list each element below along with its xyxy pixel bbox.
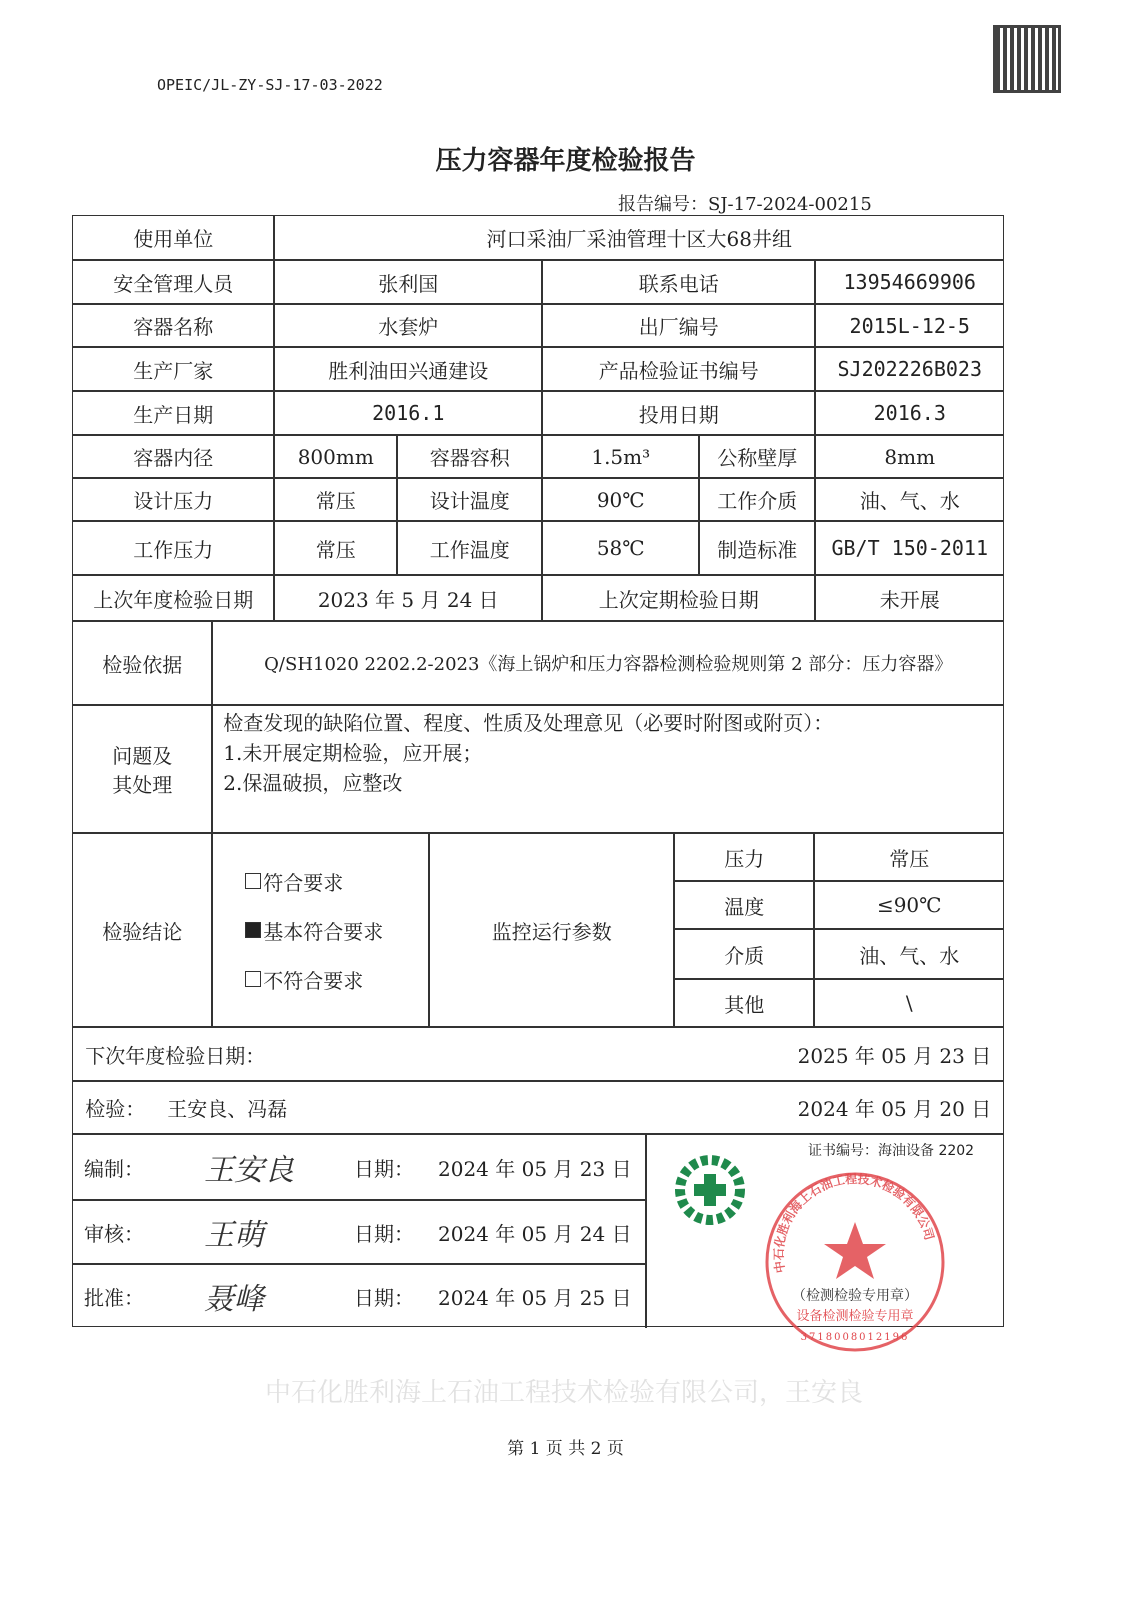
value-next-date: 2025 年 05 月 23 日 <box>797 1043 992 1068</box>
signoff-row <box>84 1135 644 1199</box>
value-cert-no: SJ202226B023 <box>815 347 1004 391</box>
param-value: 常压 <box>814 833 1004 881</box>
checkbox-icon[interactable] <box>245 922 261 938</box>
label-next-date: 下次年度检验日期： <box>85 1043 266 1068</box>
signoff-label: 批准： <box>84 1285 144 1310</box>
option-non-compliant[interactable] <box>245 965 363 994</box>
value-diameter: 800mm <box>274 435 397 478</box>
label-last-annual: 上次年度检验日期 <box>72 575 274 621</box>
label-work-temp: 工作温度 <box>397 521 542 575</box>
value-last-periodic: 未开展 <box>815 575 1004 621</box>
label-issues-2: 其处理 <box>112 773 173 798</box>
label-design-pressure: 设计压力 <box>72 478 274 521</box>
seal-center-text: （检测检验专用章） <box>792 1288 918 1304</box>
value-phone: 13954669906 <box>815 260 1004 304</box>
signoff-date-label: 日期： <box>354 1221 414 1246</box>
next-inspection-row <box>72 1027 1004 1081</box>
label-issues-1: 问题及 <box>112 744 173 769</box>
report-number: 报告编号：SJ-17-2024-00215 <box>618 194 872 215</box>
option-compliant[interactable] <box>245 867 343 896</box>
label-monitor-params: 监控运行参数 <box>429 833 674 1027</box>
label-last-periodic: 上次定期检验日期 <box>542 575 815 621</box>
seal-subtitle: 设备检测检验专用章 <box>796 1309 914 1324</box>
value-standard: GB/T 150-2011 <box>815 521 1004 575</box>
signoff-date: 2024 年 05 月 24 日 <box>438 1221 632 1246</box>
value-wall-thickness: 8mm <box>815 435 1004 478</box>
label-volume: 容器容积 <box>397 435 542 478</box>
safety-emblem-icon <box>672 1150 752 1230</box>
value-medium: 油、气、水 <box>815 478 1004 521</box>
issues-line: 检查发现的缺陷位置、程度、性质及处理意见（必要时附图或附页）： <box>223 711 834 736</box>
seal-ring-text: 中石化胜利海上石油工程技术检验有限公司 <box>771 1171 937 1274</box>
value-in-service-date: 2016.3 <box>815 391 1004 435</box>
watermark: 中石化胜利海上石油工程技术检验有限公司，王安良 <box>265 1378 864 1408</box>
value-user-unit: 河口采油厂采油管理十区大68井组 <box>274 215 1004 260</box>
param-key: 压力 <box>674 833 814 881</box>
label-diameter: 容器内径 <box>72 435 274 478</box>
label-cert-no: 产品检验证书编号 <box>542 347 815 391</box>
seal-number: 3718008012196 <box>800 1332 910 1343</box>
issues-line: 1.未开展定期检验，应开展； <box>223 741 483 766</box>
signoff-label: 审核： <box>84 1221 144 1246</box>
checkbox-icon[interactable] <box>245 873 261 889</box>
signoff-label: 编制： <box>84 1156 144 1181</box>
signoff-date-label: 日期： <box>354 1156 414 1181</box>
param-value: 油、气、水 <box>814 929 1004 979</box>
page-title: 压力容器年度检验报告 <box>435 146 696 176</box>
value-manufacturer: 胜利油田兴通建设 <box>274 347 542 391</box>
signature: 聂峰 <box>204 1282 264 1317</box>
param-key: 温度 <box>674 881 814 929</box>
conclusion-options <box>212 833 429 1027</box>
signoff-date: 2024 年 05 月 25 日 <box>438 1285 632 1310</box>
issues-content <box>212 705 1004 833</box>
label-wall-thickness: 公称壁厚 <box>699 435 815 478</box>
value-design-pressure: 常压 <box>274 478 397 521</box>
value-vessel-name: 水套炉 <box>274 304 542 347</box>
label-conclusion: 检验结论 <box>72 833 212 1027</box>
checkbox-icon[interactable] <box>245 971 261 987</box>
label-inspectors: 检验： <box>85 1097 146 1122</box>
inspectors-row <box>72 1081 1004 1134</box>
value-inspect-date: 2024 年 05 月 20 日 <box>797 1097 992 1122</box>
label-safety-person: 安全管理人员 <box>72 260 274 304</box>
param-value: \ <box>814 979 1004 1027</box>
label-basis: 检验依据 <box>72 621 212 705</box>
label-design-temp: 设计温度 <box>397 478 542 521</box>
certificate-number: 证书编号：海油设备 2202 <box>808 1143 975 1159</box>
value-factory-no: 2015L-12-5 <box>815 304 1004 347</box>
label-manufacturer: 生产厂家 <box>72 347 274 391</box>
label-user-unit: 使用单位 <box>72 215 274 260</box>
label-mfg-date: 生产日期 <box>72 391 274 435</box>
param-key: 介质 <box>674 929 814 979</box>
label-medium: 工作介质 <box>699 478 815 521</box>
param-key: 其他 <box>674 979 814 1027</box>
divider <box>645 1135 647 1328</box>
official-seal <box>760 1162 950 1362</box>
doc-code: OPEIC/JL-ZY-SJ-17-03-2022 <box>157 76 383 94</box>
value-work-pressure: 常压 <box>274 521 397 575</box>
label-work-pressure: 工作压力 <box>72 521 274 575</box>
value-basis: Q/SH1020 2202.2-2023《海上锅炉和压力容器检测检验规则第 2 部分：压力容器》 <box>212 621 1004 705</box>
label-phone: 联系电话 <box>542 260 815 304</box>
option-label: 不符合要求 <box>263 968 364 993</box>
value-safety-person: 张利国 <box>274 260 542 304</box>
value-last-annual: 2023 年 5 月 24 日 <box>274 575 542 621</box>
signature: 王萌 <box>204 1218 264 1253</box>
value-inspectors: 王安良、冯磊 <box>167 1097 288 1122</box>
label-standard: 制造标准 <box>699 521 815 575</box>
option-label: 符合要求 <box>263 870 344 895</box>
signature: 王安良 <box>204 1153 294 1188</box>
option-label: 基本符合要求 <box>263 919 384 944</box>
signoff-date-label: 日期： <box>354 1285 414 1310</box>
label-in-service-date: 投用日期 <box>542 391 815 435</box>
page-footer: 第 1 页 共 2 页 <box>507 1439 624 1459</box>
label-vessel-name: 容器名称 <box>72 304 274 347</box>
value-volume: 1.5m³ <box>542 435 699 478</box>
signoff-row <box>84 1200 644 1264</box>
option-basically-compliant[interactable] <box>245 916 383 945</box>
signoff-date: 2024 年 05 月 23 日 <box>438 1156 632 1181</box>
value-design-temp: 90℃ <box>542 478 699 521</box>
param-value: ≤90℃ <box>814 881 1004 929</box>
label-factory-no: 出厂编号 <box>542 304 815 347</box>
value-mfg-date: 2016.1 <box>274 391 542 435</box>
value-work-temp: 58℃ <box>542 521 699 575</box>
qr-code <box>996 28 1058 90</box>
label-issues <box>72 705 212 833</box>
issues-line: 2.保温破损，应整改 <box>223 771 403 796</box>
signoff-row <box>84 1264 644 1328</box>
